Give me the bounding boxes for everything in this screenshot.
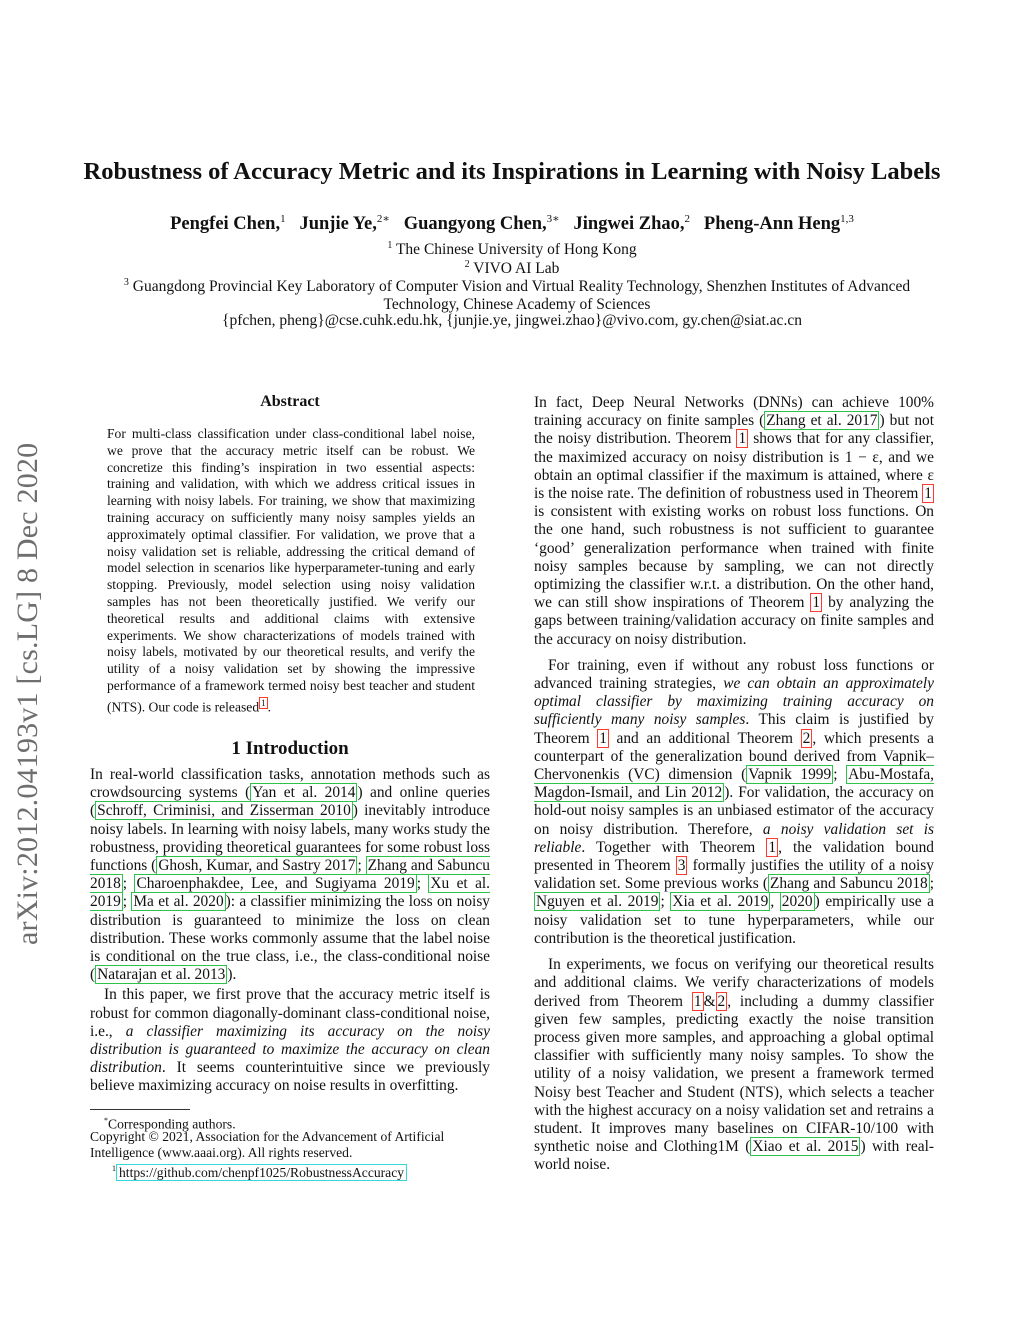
footnote-link[interactable]: 1 — [261, 697, 266, 708]
citation-link[interactable]: Nguyen et al. 2019 — [536, 893, 659, 911]
paragraph: In this paper, we first prove that the accuracy metric itself is robust for common diagonally-dominant class-conditional noise, i.e., a classifier maximizing its accuracy on the noisy distribution is guaranteed to maximize the accuracy on clean distribution. It seems counterintuitive since we previously believe maximizing accuracy on noise results in overfitting. — [90, 986, 490, 1095]
theorem-link[interactable]: 2 — [717, 992, 726, 1010]
affiliation-2: $^2$ VIVO AI Lab — [464, 259, 560, 278]
paper-title: Robustness of Accuracy Metric and its Inspirations in Learning with Noisy Labels — [83, 158, 941, 185]
abstract-text: For multi-class classification under class-conditional label noise, we prove that the accuracy metric itself can be robust. We concretize this finding’s inspiration in two essential aspects: training and validation, with which we address critical issues in learning with noisy labels. For training, we show that maximizing training accuracy on sufficiently many noisy samples yields an approximately optimal classifier. For validation, we prove that a noisy validation set is reliable, addressing the critical demand of model selection in scenarios like hyperparameter-tuning and early stopping. Previously, model selection using noisy validation samples has not been theoretically justified. We verify our theoretical results and additional claims with extensive experiments. We show characterizations of models trained with noisy labels, motivated by our theoretical results, and verify the utility of a noisy validation set by showing the impressive performance of a framework termed noisy best teacher and student (NTS). Our code is released $^1$ . — [107, 426, 475, 715]
paragraph: In fact, Deep Neural Networks (DNNs) can achieve 100% training accuracy on finite samples ( Zhang et al. 2017 ) but not the noisy distribution. Theorem 1 shows that for any classifier, the maximized accuracy on noisy distribution is 1 − ε, and we obtain an optimal classifier if the maximum is attained, where ε is the noise rate. The definition of robustness used in Theorem 1 is consistent with existing works on robust loss functions. On the one hand, such robustness is not sufficient to guarantee ‘good’ generalization performance when trained with finite noisy samples because by sampling, we can not directly optimizing the classifier w.r.t. a distribution. On the other hand, we can still show inspirations of Theorem 1 by analyzing the gaps between training/validation accuracy on finite samples and the accuracy on noisy distribution. — [534, 394, 934, 648]
author-name: Pengfei Chen, — [170, 214, 281, 235]
citation-link[interactable]: Zhang et al. 2017 — [766, 412, 878, 430]
theorem-link[interactable]: 3 — [677, 857, 686, 875]
citation-link[interactable]: Vapnik 1999 — [748, 766, 832, 784]
paragraph: For training, even if without any robust loss functions or advanced training strategies, we can obtain an approximately optimal classifier by maximizing training accuracy on sufficiently many noisy samples. This claim is justified by Theorem 1 and an additional Theorem 2 , which presents a counterpart of the generalization bound derived from Vapnik–Chervonenkis (VC) dimension ( Vapnik 1999 ; Abu-Mostafa, Magdon-Ismail, and Lin 2012 ). For validation, the accuracy on hold-out noisy samples is an unbiased estimator of the accuracy on noisy distribution. Therefore, a noisy validation set is reliable. Together with Theorem 1 , the validation bound presented in Theorem 3 formally justifies the utility of a noisy validation set. Some previous works ( Zhang and Sabuncu 2018 ; Nguyen et al. 2019 ; Xia et al. 2019 , 2020 ) empirically use a noisy validation set to tune hyperparameters, while our contribution is the theoretical justification. — [534, 656, 935, 947]
citation-link[interactable]: Ma et al. 2020 — [133, 893, 224, 911]
author-name: Guangyong Chen, — [403, 214, 547, 235]
arxiv-identifier: arXiv:2012.04193v1 [cs.LG] 8 Dec 2020 — [11, 442, 44, 945]
author-affiliation-mark: 2 — [684, 213, 691, 225]
citation-link[interactable]: Xu et al. 2019 — [90, 875, 491, 911]
citation-link[interactable]: Yan et al. 2014 — [252, 784, 356, 802]
code-url-link[interactable]: https://github.com/chenpf1025/RobustnessAccuracy — [116, 1164, 407, 1181]
right-column — [534, 394, 934, 1175]
theorem-link[interactable]: 2 — [802, 729, 811, 747]
citation-link[interactable]: Ghosh, Kumar, and Sastry 2017 — [158, 857, 356, 875]
author-name: Jingwei Zhao, — [573, 214, 685, 235]
citation-link[interactable]: Charoenphakdee, Lee, and Sugiyama 2019 — [136, 875, 415, 893]
author-name: Junjie Ye, — [299, 214, 377, 235]
author-affiliation-mark: 3∗ — [546, 213, 560, 225]
theorem-link[interactable]: 1 — [599, 729, 607, 747]
section-heading: 1 Introduction — [231, 738, 349, 759]
citation-link[interactable]: Zhang and Sabuncu 2018 — [90, 857, 490, 893]
citation-link[interactable]: Abu-Mostafa, Magdon-Ismail, and Lin 2012 — [534, 766, 935, 802]
theorem-link[interactable]: 1 — [924, 485, 932, 503]
theorem-link[interactable]: 1 — [812, 594, 821, 612]
author-affiliation-mark: 1 — [280, 213, 286, 225]
citation-link[interactable]: Schroff, Criminisi, and Zisserman 2010 — [97, 802, 351, 820]
theorem-link[interactable]: 1 — [693, 992, 702, 1010]
theorem-link[interactable]: 1 — [738, 430, 747, 448]
paragraph: In experiments, we focus on verifying our theoretical results and additional claims. We verify characterizations of models derived from Theorem 1 & 2 , including a dummy classifier given few samples, predicting exactly the noise transition process given more samples, and approaching a global optimal classifier with sufficiently many noisy samples. To show the utility of a noisy validation, we present a framework termed Noisy best Teacher and Student (NTS), which selects a teacher with the highest accuracy on a noisy validation set and retrains a student. It improves many baselines on CIFAR-10/100 with synthetic noise and Clothing1M ( Xiao et al. 2015 ) with real-world noise. — [534, 956, 934, 1174]
author-affiliation-mark: 1,3 — [840, 213, 854, 225]
theorem-link[interactable]: 1 — [768, 838, 777, 856]
corresponding-footnote: *Corresponding authors. — [104, 1116, 236, 1132]
code-footnote: $^1$ https://github.com/chenpf1025/RobustnessAccuracy — [112, 1161, 492, 1181]
citation-link[interactable]: Zhang and Sabuncu 2018 — [769, 875, 928, 893]
citation-link[interactable]: 2020 — [781, 893, 813, 911]
affiliation-1: $^1$ The Chinese University of Hong Kong — [387, 240, 637, 259]
author-name: Pheng-Ann Heng — [703, 214, 841, 235]
affiliation-3: $^3$ Guangdong Provincial Key Laboratory of Computer Vision and Virtual Reality Technology, Shenzhen Institutes of Advanced Technology, Chinese Academy of Sciences — [123, 277, 911, 314]
abstract-heading: Abstract — [260, 393, 320, 410]
citation-link[interactable]: Xiao et al. 2015 — [752, 1138, 859, 1156]
citation-link[interactable]: Xia et al. 2019 — [672, 893, 769, 911]
author-affiliation-mark: 2∗ — [376, 213, 390, 225]
paragraph: In real-world classification tasks, annotation methods such as crowdsourcing systems ( Yan et al. 2014 ) and online queries ( Schroff, Criminisi, and Zisserman 2010 ) inevitably introduce noisy labels. In learning with noisy labels, many works study the robustness, providing theoretical guarantees for some robust loss functions ( Ghosh, Kumar, and Sastry 2017 ; Zhang and Sabuncu 2018 ; Charoenphakdee, Lee, and Sugiyama 2019 ; Xu et al. 2019 ; Ma et al. 2020 ): a classifier minimizing the loss on noisy distribution is guaranteed to minimize the loss on clean distribution. These works commonly assume that the label noise is conditional on the true class, i.e., the class-conditional noise ( Natarajan et al. 2013 ). — [90, 766, 491, 984]
author-list — [60, 212, 964, 235]
citation-link[interactable]: Natarajan et al. 2013 — [97, 966, 226, 984]
footnote-rule — [90, 1109, 190, 1110]
author-emails: {pfchen, pheng}@cse.cuhk.edu.hk, {junjie.ye, jingwei.zhao}@vivo.com, gy.chen@siat.ac.cn — [222, 312, 802, 329]
copyright-notice: Copyright © 2021, Association for the Advancement of Artificial Intelligence (www.aaai.org). All rights reserved. — [90, 1129, 445, 1160]
left-column — [90, 766, 490, 1096]
